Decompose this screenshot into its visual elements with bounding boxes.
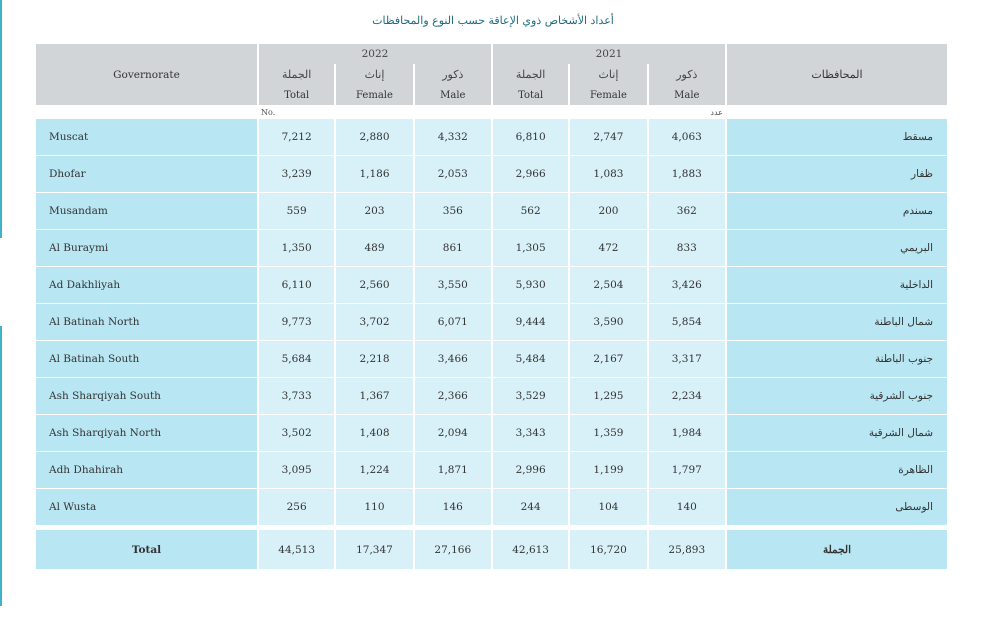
governorate-name-en: Ash Sharqiyah North	[36, 415, 257, 452]
value-cell-m21: 362	[649, 193, 725, 230]
governorate-name-ar: الوسطى	[727, 489, 947, 526]
table-row	[36, 378, 947, 415]
value-cell-f21: 1,295	[570, 378, 646, 415]
value-cell-t21: 5,930	[493, 267, 568, 304]
value-cell-m21: 1,883	[649, 156, 725, 193]
governorate-name-en: Al Batinah North	[36, 304, 257, 341]
value-cell-m21: 140	[649, 489, 725, 526]
value-cell-m22: 3,550	[415, 267, 491, 304]
left-accent-line-bottom	[0, 326, 2, 606]
value-cell-m22: 3,466	[415, 341, 491, 378]
table-row	[36, 193, 947, 230]
table-row	[36, 230, 947, 267]
total-2022-header-en: Total	[259, 85, 334, 105]
value-cell-m22: 4,332	[415, 119, 491, 156]
value-cell-t22: 9,773	[259, 304, 334, 341]
female-2022-header-ar: إناث	[336, 64, 412, 85]
value-cell-m21: 3,317	[649, 341, 725, 378]
value-cell-f21: 472	[570, 230, 646, 267]
table-title: أعداد الأشخاص ذوي الإعاقة حسب النوع والمحافظات	[372, 14, 614, 27]
value-cell-m22: 2,094	[415, 415, 491, 452]
unit-label-ar: عدد	[649, 105, 725, 119]
year-2021-header: 2021	[493, 44, 725, 64]
value-cell-t22: 3,733	[259, 378, 334, 415]
governorate-name-en: Muscat	[36, 119, 257, 156]
value-cell-m21: 5,854	[649, 304, 725, 341]
female-2021-header-en: Female	[570, 85, 646, 105]
governorate-name-en: Al Wusta	[36, 489, 257, 526]
value-cell-t22: 3,095	[259, 452, 334, 489]
governorate-name-ar: ظفار	[727, 156, 947, 193]
governorate-name-ar: شمال الشرقية	[727, 415, 947, 452]
value-cell-f21: 1,083	[570, 156, 646, 193]
value-cell-t22: 7,212	[259, 119, 334, 156]
table-row	[36, 304, 947, 341]
governorate-name-ar: الظاهرة	[727, 452, 947, 489]
governorate-header-ar: المحافظات	[727, 44, 947, 105]
total-value-t21: 42,613	[493, 530, 568, 569]
value-cell-f22: 1,367	[336, 378, 412, 415]
total-value-m21: 25,893	[649, 530, 725, 569]
governorate-name-en: Ash Sharqiyah South	[36, 378, 257, 415]
total-2021-header-en: Total	[493, 85, 568, 105]
table-row	[36, 415, 947, 452]
value-cell-f22: 2,218	[336, 341, 412, 378]
unit-row	[36, 105, 947, 119]
value-cell-f21: 2,504	[570, 267, 646, 304]
value-cell-t21: 244	[493, 489, 568, 526]
governorate-name-en: Musandam	[36, 193, 257, 230]
female-2021-header-ar: إناث	[570, 64, 646, 85]
value-cell-m22: 2,366	[415, 378, 491, 415]
value-cell-m21: 1,797	[649, 452, 725, 489]
value-cell-f21: 2,167	[570, 341, 646, 378]
governorate-header-en: Governorate	[36, 44, 257, 105]
value-cell-m21: 3,426	[649, 267, 725, 304]
value-cell-f22: 3,702	[336, 304, 412, 341]
table-row	[36, 489, 947, 526]
value-cell-t22: 3,502	[259, 415, 334, 452]
value-cell-t22: 6,110	[259, 267, 334, 304]
value-cell-t21: 1,305	[493, 230, 568, 267]
table-row	[36, 267, 947, 304]
value-cell-m22: 6,071	[415, 304, 491, 341]
table-row	[36, 119, 947, 156]
header-year-row	[36, 44, 947, 64]
unit-label-en: No.	[259, 105, 334, 119]
total-row	[36, 530, 947, 569]
total-label-en: Total	[36, 530, 257, 569]
governorate-name-en: Dhofar	[36, 156, 257, 193]
value-cell-t22: 1,350	[259, 230, 334, 267]
governorate-name-ar: جنوب الباطنة	[727, 341, 947, 378]
value-cell-m22: 356	[415, 193, 491, 230]
value-cell-t21: 2,966	[493, 156, 568, 193]
value-cell-m21: 2,234	[649, 378, 725, 415]
governorate-name-ar: الداخلية	[727, 267, 947, 304]
table-row	[36, 452, 947, 489]
table-row	[36, 156, 947, 193]
value-cell-t22: 5,684	[259, 341, 334, 378]
value-cell-t22: 559	[259, 193, 334, 230]
total-value-m22: 27,166	[415, 530, 491, 569]
male-2021-header-ar: ذكور	[649, 64, 725, 85]
governorate-name-en: Ad Dakhliyah	[36, 267, 257, 304]
value-cell-f21: 1,199	[570, 452, 646, 489]
value-cell-f21: 1,359	[570, 415, 646, 452]
value-cell-m21: 4,063	[649, 119, 725, 156]
male-2022-header-ar: ذكور	[415, 64, 491, 85]
total-2021-header-ar: الجملة	[493, 64, 568, 85]
value-cell-t22: 3,239	[259, 156, 334, 193]
value-cell-m22: 146	[415, 489, 491, 526]
governorate-name-en: Al Batinah South	[36, 341, 257, 378]
value-cell-t21: 5,484	[493, 341, 568, 378]
governorate-name-ar: شمال الباطنة	[727, 304, 947, 341]
value-cell-f22: 2,560	[336, 267, 412, 304]
value-cell-m21: 1,984	[649, 415, 725, 452]
value-cell-f22: 2,880	[336, 119, 412, 156]
governorate-name-ar: جنوب الشرقية	[727, 378, 947, 415]
female-2022-header-en: Female	[336, 85, 412, 105]
value-cell-f22: 1,186	[336, 156, 412, 193]
value-cell-f21: 2,747	[570, 119, 646, 156]
value-cell-f21: 104	[570, 489, 646, 526]
governorate-name-en: Adh Dhahirah	[36, 452, 257, 489]
governorate-name-ar: مسندم	[727, 193, 947, 230]
value-cell-f22: 1,408	[336, 415, 412, 452]
value-cell-f22: 110	[336, 489, 412, 526]
value-cell-f22: 203	[336, 193, 412, 230]
value-cell-m22: 861	[415, 230, 491, 267]
year-2022-header: 2022	[259, 44, 491, 64]
disability-table	[34, 44, 949, 569]
value-cell-f21: 200	[570, 193, 646, 230]
total-value-f22: 17,347	[336, 530, 412, 569]
value-cell-m21: 833	[649, 230, 725, 267]
left-accent-line-top	[0, 0, 2, 238]
governorate-name-ar: مسقط	[727, 119, 947, 156]
male-2021-header-en: Male	[649, 85, 725, 105]
value-cell-m22: 2,053	[415, 156, 491, 193]
total-value-t22: 44,513	[259, 530, 334, 569]
value-cell-t22: 256	[259, 489, 334, 526]
total-label-ar: الجملة	[727, 530, 947, 569]
value-cell-m22: 1,871	[415, 452, 491, 489]
male-2022-header-en: Male	[415, 85, 491, 105]
table-row	[36, 341, 947, 378]
total-2022-header-ar: الجملة	[259, 64, 334, 85]
governorate-name-en: Al Buraymi	[36, 230, 257, 267]
value-cell-t21: 3,529	[493, 378, 568, 415]
value-cell-f21: 3,590	[570, 304, 646, 341]
value-cell-f22: 489	[336, 230, 412, 267]
value-cell-t21: 9,444	[493, 304, 568, 341]
governorate-name-ar: البريمي	[727, 230, 947, 267]
total-value-f21: 16,720	[570, 530, 646, 569]
value-cell-f22: 1,224	[336, 452, 412, 489]
value-cell-t21: 562	[493, 193, 568, 230]
value-cell-t21: 2,996	[493, 452, 568, 489]
value-cell-t21: 3,343	[493, 415, 568, 452]
value-cell-t21: 6,810	[493, 119, 568, 156]
